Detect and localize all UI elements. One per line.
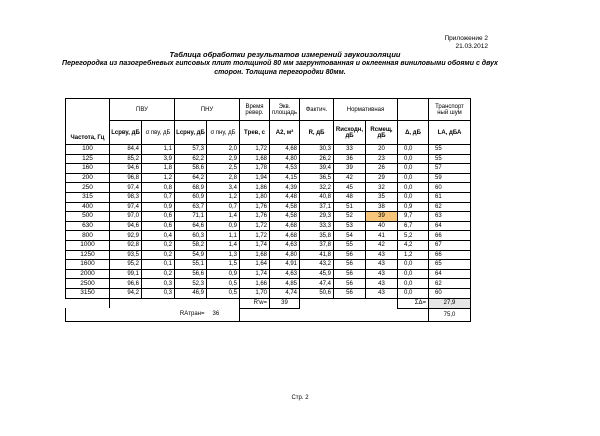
cell-t-rev: 1,64 (240, 260, 270, 270)
cell-la: 67 (429, 240, 471, 250)
cell-frequency: 1000 (66, 240, 110, 250)
cell-r: 45,9 (300, 269, 334, 279)
cell-a2: 4,80 (270, 154, 300, 164)
cell-a2: 4,68 (270, 145, 300, 155)
cell-lcp-pnu: 58,6 (175, 164, 207, 174)
cell-r: 33,3 (300, 221, 334, 231)
cell-r-initial: 45 (334, 183, 366, 193)
cell-la: 61 (429, 192, 471, 202)
cell-sigma-pvu: 0,3 (142, 288, 175, 298)
cell-la: 64 (429, 221, 471, 231)
ratr-empty (240, 308, 429, 321)
ratr-label: RAтран= (142, 308, 207, 321)
header-equivalent-area: Экв. площадь (270, 99, 300, 121)
cell-sigma-pnu: 2,5 (207, 164, 240, 174)
results-table (65, 98, 471, 322)
appendix-date: 21.03.2012 (455, 43, 488, 50)
cell-lcp-pnu: 52,3 (175, 279, 207, 289)
cell-r-shifted: 42 (366, 240, 398, 250)
header-lcp-pnu: Lcpну, дБ (175, 121, 207, 145)
cell-r-shifted: 40 (366, 221, 398, 231)
document-title: Таблица обработки результатов измерений звукоизоляции (169, 50, 401, 59)
cell-sigma-pnu: 1,3 (207, 250, 240, 260)
cell-frequency: 400 (66, 202, 110, 212)
cell-r-shifted: 43 (366, 279, 398, 289)
cell-r-initial: 56 (334, 260, 366, 270)
ratr-spacer (66, 308, 142, 321)
cell-delta: 0,9 (398, 202, 429, 212)
cell-t-rev: 1,72 (240, 231, 270, 241)
cell-r: 26,2 (300, 154, 334, 164)
rw-value: 39 (270, 298, 300, 308)
cell-sigma-pvu: 0,6 (142, 221, 175, 231)
cell-lcp-pvu: 96,6 (110, 279, 142, 289)
cell-frequency: 125 (66, 154, 110, 164)
table-row (66, 269, 471, 279)
cell-lcp-pvu: 94,6 (110, 221, 142, 231)
header-lcp-pvu: Lcpву, дБ (110, 121, 142, 145)
document-subtitle (30, 59, 530, 77)
cell-delta: 0,0 (398, 288, 429, 298)
cell-la: 62 (429, 202, 471, 212)
cell-a2: 4,68 (270, 221, 300, 231)
cell-a2: 4,39 (270, 183, 300, 193)
cell-r: 30,3 (300, 145, 334, 155)
cell-t-rev: 1,74 (240, 269, 270, 279)
header-frequency: Частота, Гц (66, 99, 110, 145)
cell-r-initial: 48 (334, 192, 366, 202)
cell-r: 39,4 (300, 164, 334, 174)
cell-sigma-pnu: 0,9 (207, 221, 240, 231)
results-table-body (66, 145, 471, 299)
header-normative: Нормативная (334, 99, 398, 121)
table-row (66, 192, 471, 202)
table-row (66, 154, 471, 164)
header-a2: A2, м² (270, 121, 300, 145)
table-row (66, 231, 471, 241)
cell-r-initial: 56 (334, 288, 366, 298)
cell-lcp-pvu: 97,4 (110, 183, 142, 193)
cell-a2: 4,74 (270, 288, 300, 298)
cell-t-rev: 1,72 (240, 145, 270, 155)
cell-la: 63 (429, 212, 471, 222)
cell-frequency: 315 (66, 192, 110, 202)
cell-r-shifted: 29 (366, 173, 398, 183)
cell-frequency: 800 (66, 231, 110, 241)
cell-lcp-pnu: 58,2 (175, 240, 207, 250)
cell-frequency: 2000 (66, 269, 110, 279)
cell-sigma-pnu: 0,9 (207, 269, 240, 279)
cell-frequency: 160 (66, 164, 110, 174)
cell-la: 57 (429, 164, 471, 174)
table-row (66, 240, 471, 250)
cell-r-initial: 53 (334, 221, 366, 231)
cell-lcp-pnu: 56,6 (175, 269, 207, 279)
cell-r-initial: 55 (334, 240, 366, 250)
header-transport-noise: Транспорт ный шум (429, 99, 471, 121)
cell-r-initial: 56 (334, 269, 366, 279)
cell-t-rev: 1,74 (240, 240, 270, 250)
cell-sigma-pvu: 0,3 (142, 279, 175, 289)
cell-delta: 0,0 (398, 173, 429, 183)
cell-la: 59 (429, 173, 471, 183)
cell-la: 64 (429, 269, 471, 279)
table-row (66, 173, 471, 183)
cell-lcp-pnu: 46,9 (175, 288, 207, 298)
cell-delta: 0,0 (398, 260, 429, 270)
cell-delta: 0,0 (398, 154, 429, 164)
header-delta: Δ, дБ (398, 121, 429, 145)
cell-r-shifted: 43 (366, 269, 398, 279)
cell-lcp-pnu: 71,1 (175, 212, 207, 222)
cell-delta: 0,0 (398, 269, 429, 279)
cell-r: 37,8 (300, 240, 334, 250)
cell-frequency: 500 (66, 212, 110, 222)
cell-lcp-pvu: 99,1 (110, 269, 142, 279)
cell-t-rev: 1,72 (240, 221, 270, 231)
cell-a2: 4,63 (270, 269, 300, 279)
header-pvu: ПВУ (110, 99, 175, 121)
cell-la: 55 (429, 145, 471, 155)
cell-r-shifted: 35 (366, 192, 398, 202)
table-row (66, 145, 471, 155)
cell-lcp-pvu: 84,4 (110, 145, 142, 155)
cell-r-shifted: 41 (366, 231, 398, 241)
cell-frequency: 100 (66, 145, 110, 155)
cell-r: 36,5 (300, 173, 334, 183)
cell-a2: 4,48 (270, 192, 300, 202)
rw-label: R'w= (240, 298, 270, 308)
cell-lcp-pvu: 97,4 (110, 202, 142, 212)
cell-sigma-pnu: 2,8 (207, 173, 240, 183)
cell-sigma-pnu: 1,1 (207, 231, 240, 241)
cell-delta: 0,0 (398, 192, 429, 202)
table-row (66, 164, 471, 174)
cell-sigma-pvu: 1,2 (142, 173, 175, 183)
cell-lcp-pnu: 55,1 (175, 260, 207, 270)
cell-t-rev: 1,76 (240, 202, 270, 212)
cell-sigma-pvu: 0,8 (142, 183, 175, 193)
cell-lcp-pvu: 95,2 (110, 260, 142, 270)
cell-frequency: 250 (66, 183, 110, 193)
table-row (66, 202, 471, 212)
cell-sigma-pvu: 0,7 (142, 192, 175, 202)
cell-sigma-pnu: 3,4 (207, 183, 240, 193)
cell-la: 62 (429, 279, 471, 289)
cell-frequency: 200 (66, 173, 110, 183)
cell-t-rev: 1,70 (240, 288, 270, 298)
cell-r-initial: 33 (334, 145, 366, 155)
sum-delta-value: 27,9 (429, 298, 471, 308)
cell-frequency: 3150 (66, 288, 110, 298)
cell-frequency: 1250 (66, 250, 110, 260)
table-row (66, 260, 471, 270)
footer-empty-3 (300, 298, 398, 308)
cell-sigma-pvu: 0,9 (142, 202, 175, 212)
page-number: Стр. 2 (291, 395, 309, 401)
cell-frequency: 630 (66, 221, 110, 231)
cell-delta: 0,0 (398, 279, 429, 289)
cell-sigma-pvu: 0,2 (142, 250, 175, 260)
cell-la: 55 (429, 154, 471, 164)
cell-lcp-pvu: 94,6 (110, 164, 142, 174)
cell-la: 65 (429, 260, 471, 270)
cell-a2: 4,53 (270, 164, 300, 174)
cell-frequency: 1600 (66, 260, 110, 270)
cell-sigma-pnu: 1,2 (207, 192, 240, 202)
cell-lcp-pnu: 54,9 (175, 250, 207, 260)
cell-r: 47,4 (300, 279, 334, 289)
header-r-initial: Rисходн, дБ (334, 121, 366, 145)
cell-r-initial: 36 (334, 154, 366, 164)
cell-lcp-pvu: 98,3 (110, 192, 142, 202)
cell-r-shifted: 43 (366, 288, 398, 298)
cell-r: 50,6 (300, 288, 334, 298)
cell-a2: 4,63 (270, 240, 300, 250)
cell-r-initial: 52 (334, 212, 366, 222)
cell-sigma-pvu: 3,9 (142, 154, 175, 164)
cell-lcp-pnu: 60,3 (175, 231, 207, 241)
cell-lcp-pvu: 94,2 (110, 288, 142, 298)
footer-empty-2 (110, 298, 240, 308)
header-delta-empty (398, 99, 429, 121)
cell-r-shifted: 38 (366, 202, 398, 212)
table-row (66, 221, 471, 231)
cell-sigma-pvu: 0,6 (142, 212, 175, 222)
header-r: R, дБ (300, 121, 334, 145)
cell-lcp-pnu: 64,2 (175, 173, 207, 183)
cell-la: 66 (429, 231, 471, 241)
table-row (66, 279, 471, 289)
cell-sigma-pvu: 0,2 (142, 269, 175, 279)
header-pnu: ПНУ (175, 99, 240, 121)
cell-lcp-pvu: 93,5 (110, 250, 142, 260)
cell-t-rev: 1,68 (240, 154, 270, 164)
cell-lcp-pnu: 68,9 (175, 183, 207, 193)
cell-la: 66 (429, 250, 471, 260)
header-actual: Фактич. (300, 99, 334, 121)
cell-sigma-pnu: 1,4 (207, 212, 240, 222)
cell-lcp-pnu: 57,3 (175, 145, 207, 155)
sum-delta-label: ΣΔ= (398, 298, 429, 308)
cell-delta: 1,2 (398, 250, 429, 260)
cell-delta: 0,0 (398, 164, 429, 174)
cell-a2: 4,68 (270, 231, 300, 241)
cell-r: 37,1 (300, 202, 334, 212)
header-sigma-pnu: σ пну, дБ (207, 121, 240, 145)
cell-r-initial: 56 (334, 250, 366, 260)
cell-sigma-pnu: 1,4 (207, 240, 240, 250)
cell-r-shifted: 39 (366, 212, 398, 222)
cell-lcp-pvu: 97,0 (110, 212, 142, 222)
table-row (66, 250, 471, 260)
cell-delta: 0,0 (398, 145, 429, 155)
cell-sigma-pvu: 0,1 (142, 260, 175, 270)
cell-r: 32,2 (300, 183, 334, 193)
cell-t-rev: 1,80 (240, 192, 270, 202)
cell-sigma-pnu: 2,0 (207, 145, 240, 155)
cell-a2: 4,85 (270, 279, 300, 289)
cell-a2: 4,15 (270, 173, 300, 183)
cell-lcp-pvu: 85,2 (110, 154, 142, 164)
cell-r-initial: 39 (334, 164, 366, 174)
cell-t-rev: 1,86 (240, 183, 270, 193)
header-r-shifted: Rсмещ, дБ (366, 121, 398, 145)
table-row (66, 288, 471, 298)
cell-la: 60 (429, 183, 471, 193)
cell-lcp-pvu: 92,9 (110, 231, 142, 241)
appendix-label: Приложение 2 (444, 35, 488, 42)
cell-t-rev: 1,66 (240, 279, 270, 289)
cell-t-rev: 1,68 (240, 250, 270, 260)
footer-empty-1 (66, 298, 110, 308)
table-row (66, 212, 471, 222)
cell-r-initial: 51 (334, 202, 366, 212)
cell-t-rev: 1,76 (240, 212, 270, 222)
cell-a2: 4,58 (270, 202, 300, 212)
cell-sigma-pnu: 1,5 (207, 260, 240, 270)
appendix-block (444, 35, 488, 51)
cell-r: 35,8 (300, 231, 334, 241)
cell-r-shifted: 20 (366, 145, 398, 155)
cell-sigma-pnu: 0,5 (207, 288, 240, 298)
cell-sigma-pnu: 0,7 (207, 202, 240, 212)
header-t-rev: Tрев, с (240, 121, 270, 145)
cell-sigma-pvu: 1,1 (142, 145, 175, 155)
cell-r: 41,8 (300, 250, 334, 260)
cell-sigma-pvu: 1,8 (142, 164, 175, 174)
cell-sigma-pvu: 0,2 (142, 240, 175, 250)
ratr-value: 36 (207, 308, 240, 321)
cell-r-initial: 56 (334, 279, 366, 289)
table-row (66, 183, 471, 193)
cell-r-shifted: 43 (366, 260, 398, 270)
header-reverb-time: Время ревер. (240, 99, 270, 121)
header-la: LA, дБА (429, 121, 471, 145)
cell-r: 43,2 (300, 260, 334, 270)
cell-delta: 5,2 (398, 231, 429, 241)
cell-t-rev: 1,94 (240, 173, 270, 183)
cell-la: 60 (429, 288, 471, 298)
cell-r-shifted: 32 (366, 183, 398, 193)
cell-lcp-pvu: 96,8 (110, 173, 142, 183)
subtitle-line-1: Перегородка из пазогребневых гипсовых плит толщиной 80 мм загрунтованная и оклеенная виниловыми обоями с двух (62, 60, 498, 67)
cell-sigma-pnu: 2,9 (207, 154, 240, 164)
cell-r: 29,3 (300, 212, 334, 222)
cell-lcp-pvu: 92,8 (110, 240, 142, 250)
header-sigma-pvu: σ пву, дБ (142, 121, 175, 145)
cell-r-initial: 54 (334, 231, 366, 241)
transport-total: 75,0 (429, 308, 471, 321)
cell-delta: 0,0 (398, 183, 429, 193)
cell-sigma-pvu: 0,4 (142, 231, 175, 241)
subtitle-line-2: сторон. Толщина перегородки 80мм. (214, 69, 346, 76)
cell-t-rev: 1,78 (240, 164, 270, 174)
cell-a2: 4,58 (270, 212, 300, 222)
cell-a2: 4,80 (270, 250, 300, 260)
cell-delta: 4,2 (398, 240, 429, 250)
cell-r-initial: 42 (334, 173, 366, 183)
cell-r-shifted: 26 (366, 164, 398, 174)
cell-delta: 6,7 (398, 221, 429, 231)
cell-r: 40,8 (300, 192, 334, 202)
cell-delta: 9,7 (398, 212, 429, 222)
cell-frequency: 2500 (66, 279, 110, 289)
cell-lcp-pnu: 62,2 (175, 154, 207, 164)
cell-lcp-pnu: 63,7 (175, 202, 207, 212)
cell-a2: 4,91 (270, 260, 300, 270)
cell-sigma-pnu: 0,5 (207, 279, 240, 289)
cell-lcp-pnu: 60,9 (175, 192, 207, 202)
results-table-wrap (65, 98, 471, 322)
cell-r-shifted: 23 (366, 154, 398, 164)
cell-lcp-pnu: 64,6 (175, 221, 207, 231)
cell-r-shifted: 43 (366, 250, 398, 260)
